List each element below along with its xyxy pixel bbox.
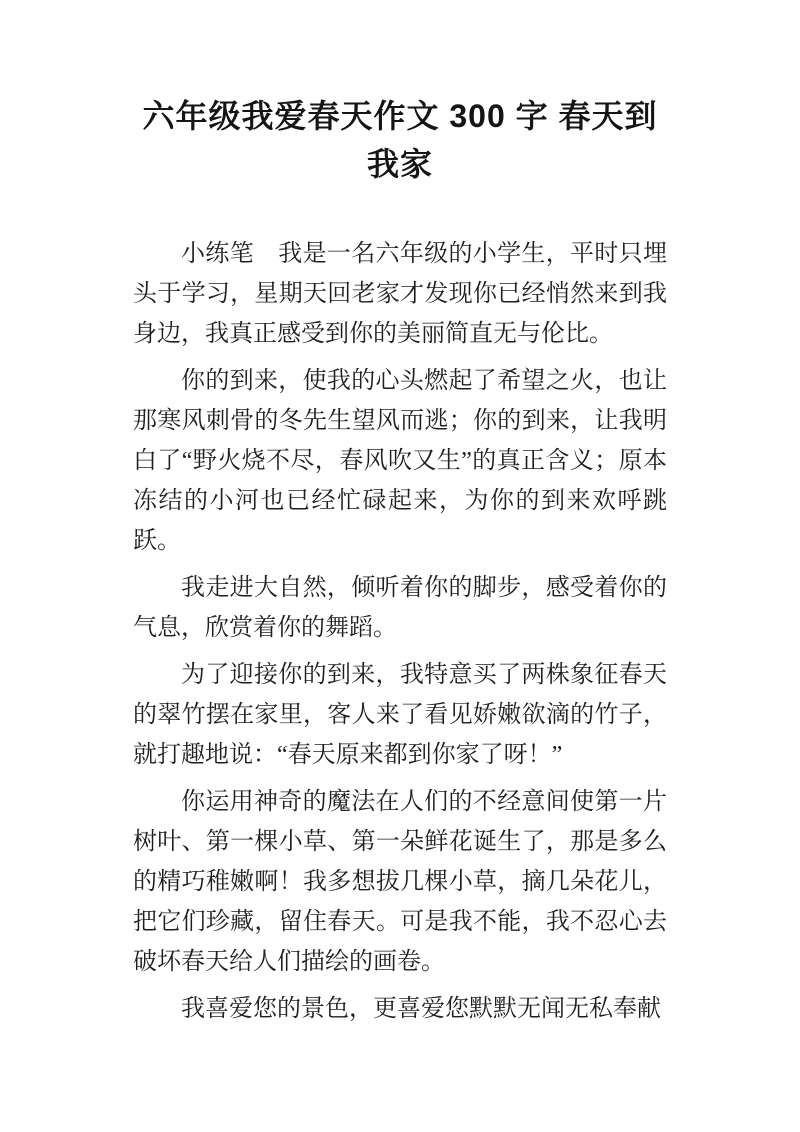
paragraph: 为了迎接你的到来，我特意买了两株象征春天的翠竹摆在家里，客人来了看见娇嫩欲滴的竹子，就打趣地说：“春天原来都到你家了呀！” — [133, 662, 667, 768]
page-title: 六年级我爱春天作文 300 字 春天到我家 — [142, 98, 658, 182]
essay-body — [133, 234, 667, 1029]
paragraph: 小练笔 我是一名六年级的小学生，平时只埋头于学习，星期天回老家才发现你已经悄然来到我身边，我真正感受到你的美丽简直无与伦比。 — [133, 241, 667, 347]
paragraph: 你的到来，使我的心头燃起了希望之火，也让那寒风刺骨的冬先生望风而逃；你的到来，让我明白了“野火烧不尽，春风吹又生”的真正含义；原本冻结的小河也已经忙碌起来，为你的到来欢呼跳跃。 — [133, 368, 667, 554]
paragraph: 我喜爱您的景色，更喜爱您默默无闻无私奉献 — [181, 996, 661, 1022]
paragraph: 我走进大自然，倾听着你的脚步，感受着你的气息，欣赏着你的舞蹈。 — [133, 575, 667, 641]
paragraph: 你运用神奇的魔法在人们的不经意间使第一片树叶、第一棵小草、第一朵鲜花诞生了，那是多么的精巧稚嫩啊！我多想拔几棵小草，摘几朵花儿，把它们珍藏，留住春天。可是我不能，我不忍心去破坏春天给人们描绘的画卷。 — [133, 789, 667, 975]
